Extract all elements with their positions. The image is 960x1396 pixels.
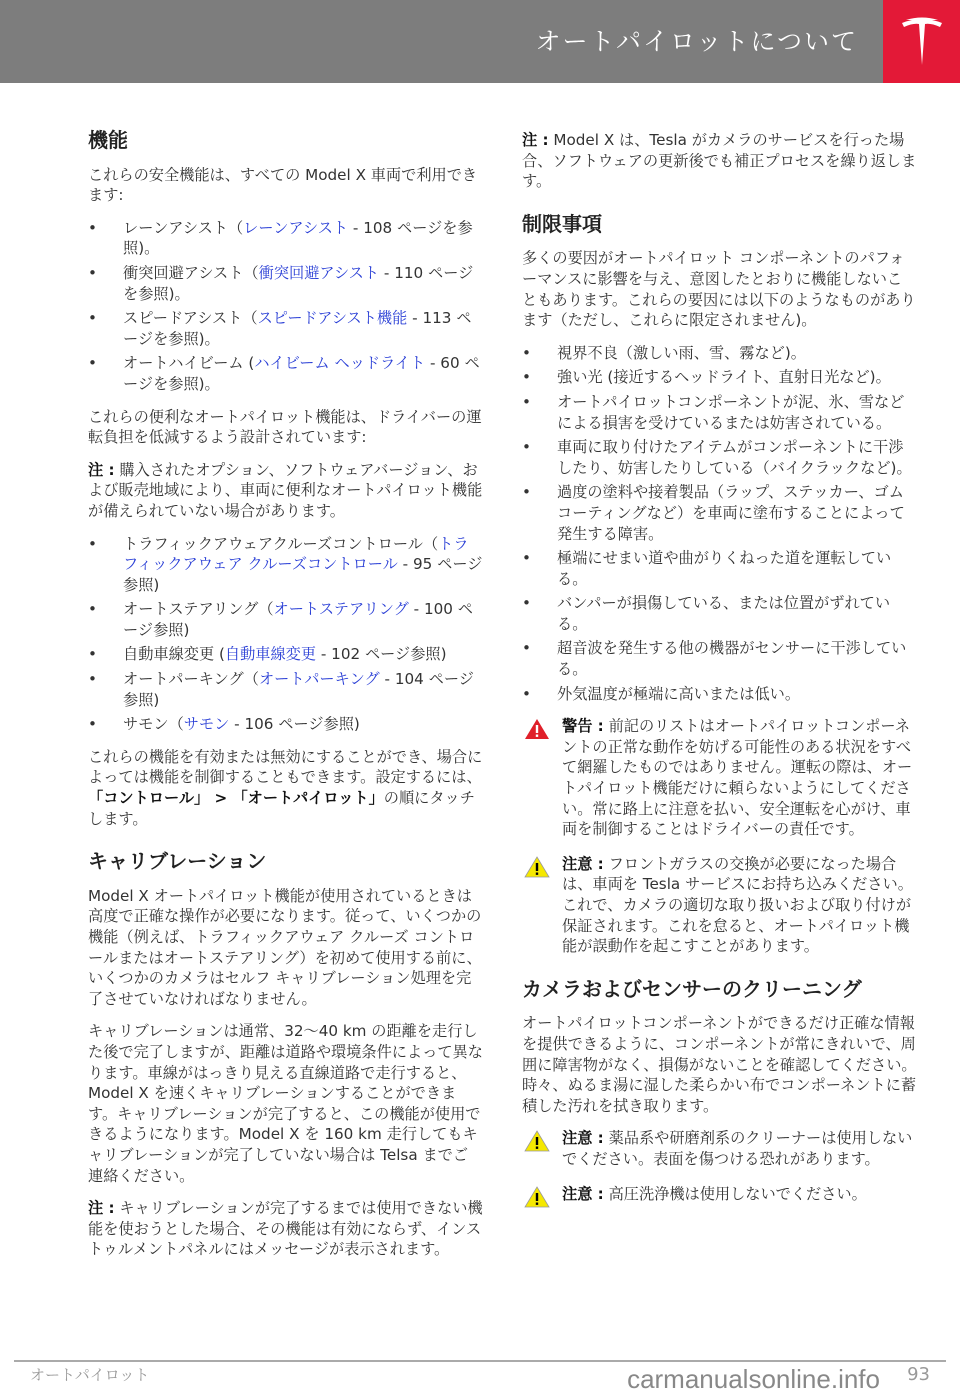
list-item: • 車両に取り付けたアイテムがコンポーネントに干渉したり、妨害したりしている（バイクラックなど)。 (522, 437, 917, 478)
list-item (88, 669, 483, 710)
item-text: レーンアシスト（ (123, 218, 244, 237)
list-item (88, 714, 483, 735)
caution-triangle-icon (524, 1186, 550, 1208)
list-item (88, 534, 483, 596)
section-heading-cleaning: カメラおよびセンサーのクリーニング (522, 976, 862, 1001)
list-item (88, 353, 483, 394)
page-reference: - 60 ページを参照)。 (123, 354, 480, 393)
page-reference: - 104 ページ参照) (123, 670, 474, 709)
page-reference: - 110 ページを参照)。 (123, 263, 474, 303)
caution-label: 注意 : (562, 1184, 604, 1203)
list-item: • 極端にせまい道や曲がりくねった道を運転している。 (522, 548, 917, 589)
note-label: 注 : (88, 1199, 115, 1218)
cross-reference-link[interactable]: ハイビーム ヘッドライト (254, 354, 426, 373)
cross-reference-link[interactable]: 衝突回避アシスト (258, 263, 380, 282)
paragraph-text: これらの機能を有効または無効にすることができ、場合によっては機能を制御することもできます。設定するには、 (88, 747, 483, 787)
list-item: • 外気温度が極端に高いまたは低い。 (522, 684, 917, 705)
item-text: オートハイビーム ( (123, 354, 255, 373)
page-number: 93 (907, 1364, 930, 1385)
page-reference: - 106 ページ参照) (229, 715, 360, 734)
warning-text: 前記のリストはオートパイロットコンポーネントの正常な動作を妨げる可能性のある状況をすべて網羅したものではありません。運転の際は、オートパイロット機能だけに頼らないようにしてください。常に路上に注意を払い、安全運転を心がけ、車両を制御することはドライバーの責任です。 (562, 717, 913, 839)
note-text: キャリブレーションが完了するまでは使用できない機能を使おうとした場合、その機能は有効にならず、インストゥルメントパネルにはメッセージが表示されます。 (88, 1199, 483, 1259)
list-item (88, 644, 483, 665)
item-text: トラフィックアウェアクルーズコントロール（ (123, 534, 439, 553)
list-item (88, 308, 483, 349)
page-reference: - 102 ページ参照) (316, 645, 447, 664)
page-reference: - 108 ページを参照)。 (123, 218, 473, 258)
section-heading-limitations: 制限事項 (522, 211, 602, 236)
caution-note (522, 1128, 917, 1169)
paragraph: キャリブレーションは通常、32～40 km の距離を走行した後で完了しますが、距離は道路や環境条件によって異なります。車線がはっきり見える直線道路で走行すると、Model X を速くキャリブレーションすることができます。キャリブレーションが完了すると、この機能が使用できるようになります。Model X を 160 km 走行してもキャリブレーションが完了していない場合は Telsa までご連絡ください。 (88, 1022, 483, 1185)
page-title: オートパイロットについて (535, 27, 858, 56)
paragraph: Model X オートパイロット機能が使用されているときは高度で正確な操作が必要になります。従って、いくつかの機能（例えば、トラフィックアウェア クルーズ コントロールまたはオートステアリング）を初めて使用する前に、いくつかのカメラはセルフ キャリブレーション処理を完了させていなければなりません。 (88, 886, 482, 1008)
note (88, 1198, 483, 1260)
item-text: オートパーキング（ (123, 670, 259, 689)
limitations-list (522, 343, 917, 705)
left-column (88, 130, 483, 1272)
cross-reference-link[interactable]: サモン (183, 715, 230, 734)
paragraph: オートパイロットコンポーネントができるだけ正確な情報を提供できるように、コンポーネントが常にきれいで、周囲に障害物がなく、損傷がないことを確認してください。時々、ぬるま湯に湿した柔らかい布でコンポーネントに蓄積した汚れを拭き取ります。 (522, 1014, 917, 1115)
list-item (88, 263, 483, 304)
cross-reference-link[interactable]: トラフィックアウェア クルーズコントロール (123, 534, 469, 574)
caution-label: 注意 : (562, 854, 604, 873)
cross-reference-link[interactable]: スピードアシスト機能 (257, 309, 408, 328)
cross-reference-link[interactable]: 自動車線変更 (224, 645, 317, 664)
list-item: • 視界不良（激しい雨、雪、霧など)。 (522, 343, 917, 364)
page-reference: - 100 ページ参照) (123, 600, 473, 639)
cross-reference-link[interactable]: レーンアシスト (243, 218, 349, 237)
cross-reference-link[interactable]: オートステアリング (273, 600, 409, 619)
caution-text: 薬品系や研磨剤系のクリーナーは使用しないでください。表面を傷つける恐れがあります。 (562, 1129, 913, 1168)
item-text: スピードアシスト（ (123, 309, 258, 328)
caution-note (522, 854, 917, 957)
note-text: 購入されたオプション、ソフトウェアバージョン、および販売地域により、車両に便利なオートパイロット機能が備えられていない場合があります。 (88, 460, 483, 520)
warning-triangle-icon (524, 718, 550, 740)
item-text: オートステアリング（ (123, 600, 274, 619)
note-label: 注 : (522, 131, 549, 149)
list-item: • オートパイロットコンポーネントが泥、氷、雪などによる損害を受けているまたは妨害されている。 (522, 392, 917, 433)
list-item: • 超音波を発生する他の機器がセンサーに干渉している。 (522, 638, 917, 679)
safety-feature-list (88, 218, 483, 395)
paragraph: これらの便利なオートパイロット機能は、ドライバーの運転負担を低減するよう設計されています: (88, 407, 482, 447)
caution-triangle-icon (524, 856, 550, 878)
warning-note (522, 716, 917, 840)
paragraph: これらの安全機能は、すべての Model X 車両で利用できます: (88, 165, 478, 205)
page-reference: - 113 ページを参照)。 (123, 309, 472, 348)
list-item: • 強い光 (接近するヘッドライト、直射日光など)。 (522, 367, 917, 388)
right-column (522, 130, 917, 1218)
warning-label: 警告 : (562, 717, 604, 736)
caution-text: 高圧洗浄機は使用しないでください。 (603, 1184, 867, 1203)
section-heading-calibration: キャリブレーション (88, 849, 267, 874)
section-heading-features: 機能 (88, 128, 128, 152)
paragraph: 多くの要因がオートパイロット コンポーネントのパフォーマンスに影響を与え、意図したとおりに機能しないこともあります。これらの要因には以下のようなものがあります（ただし、これらに限定されません)。 (522, 249, 916, 330)
item-text: 衝突回避アシスト（ (123, 263, 259, 282)
tesla-logo (883, 0, 960, 83)
list-item: • バンパーが損傷している、または位置がずれている。 (522, 593, 917, 634)
caution-note (522, 1184, 917, 1205)
list-item: • 過度の塗料や接着製品（ラップ、ステッカー、ゴムコーティングなど）を車両に塗布することによって発生する障害。 (522, 482, 917, 544)
paragraph-text: の順にタッチします。 (88, 789, 475, 828)
caution-label: 注意 : (562, 1129, 604, 1148)
paragraph (88, 747, 483, 829)
cross-reference-link[interactable]: オートパーキング (258, 670, 380, 689)
note-label: 注 : (88, 460, 115, 479)
convenience-feature-list (88, 534, 483, 735)
item-text: 自動車線変更 ( (123, 645, 225, 664)
watermark: carmanualsonline.info (627, 1364, 880, 1394)
page-reference: - 95 ページ参照) (123, 555, 483, 594)
page-header (0, 0, 960, 83)
menu-path: 「コントロール」 > 「オートパイロット」 (88, 789, 384, 808)
footer-section-name: オートパイロット (30, 1366, 150, 1384)
note (522, 130, 917, 192)
note (88, 460, 483, 522)
note-text: Model X は、Tesla がカメラのサービスを行った場合、ソフトウェアの更新後でも補正プロセスを繰り返します。 (522, 131, 917, 191)
tesla-logo-icon (900, 17, 944, 67)
item-text: サモン（ (123, 715, 184, 734)
caution-text: フロントガラスの交換が必要になった場合は、車両を Tesla サービスにお持ち込みください。これで、カメラの適切な取り扱いおよび取り付けが保証されます。これを怠ると、オートパイロット機能が誤動作を起こすことがあります。 (562, 854, 913, 956)
caution-triangle-icon (524, 1130, 550, 1152)
list-item (88, 599, 483, 640)
list-item (88, 218, 483, 259)
